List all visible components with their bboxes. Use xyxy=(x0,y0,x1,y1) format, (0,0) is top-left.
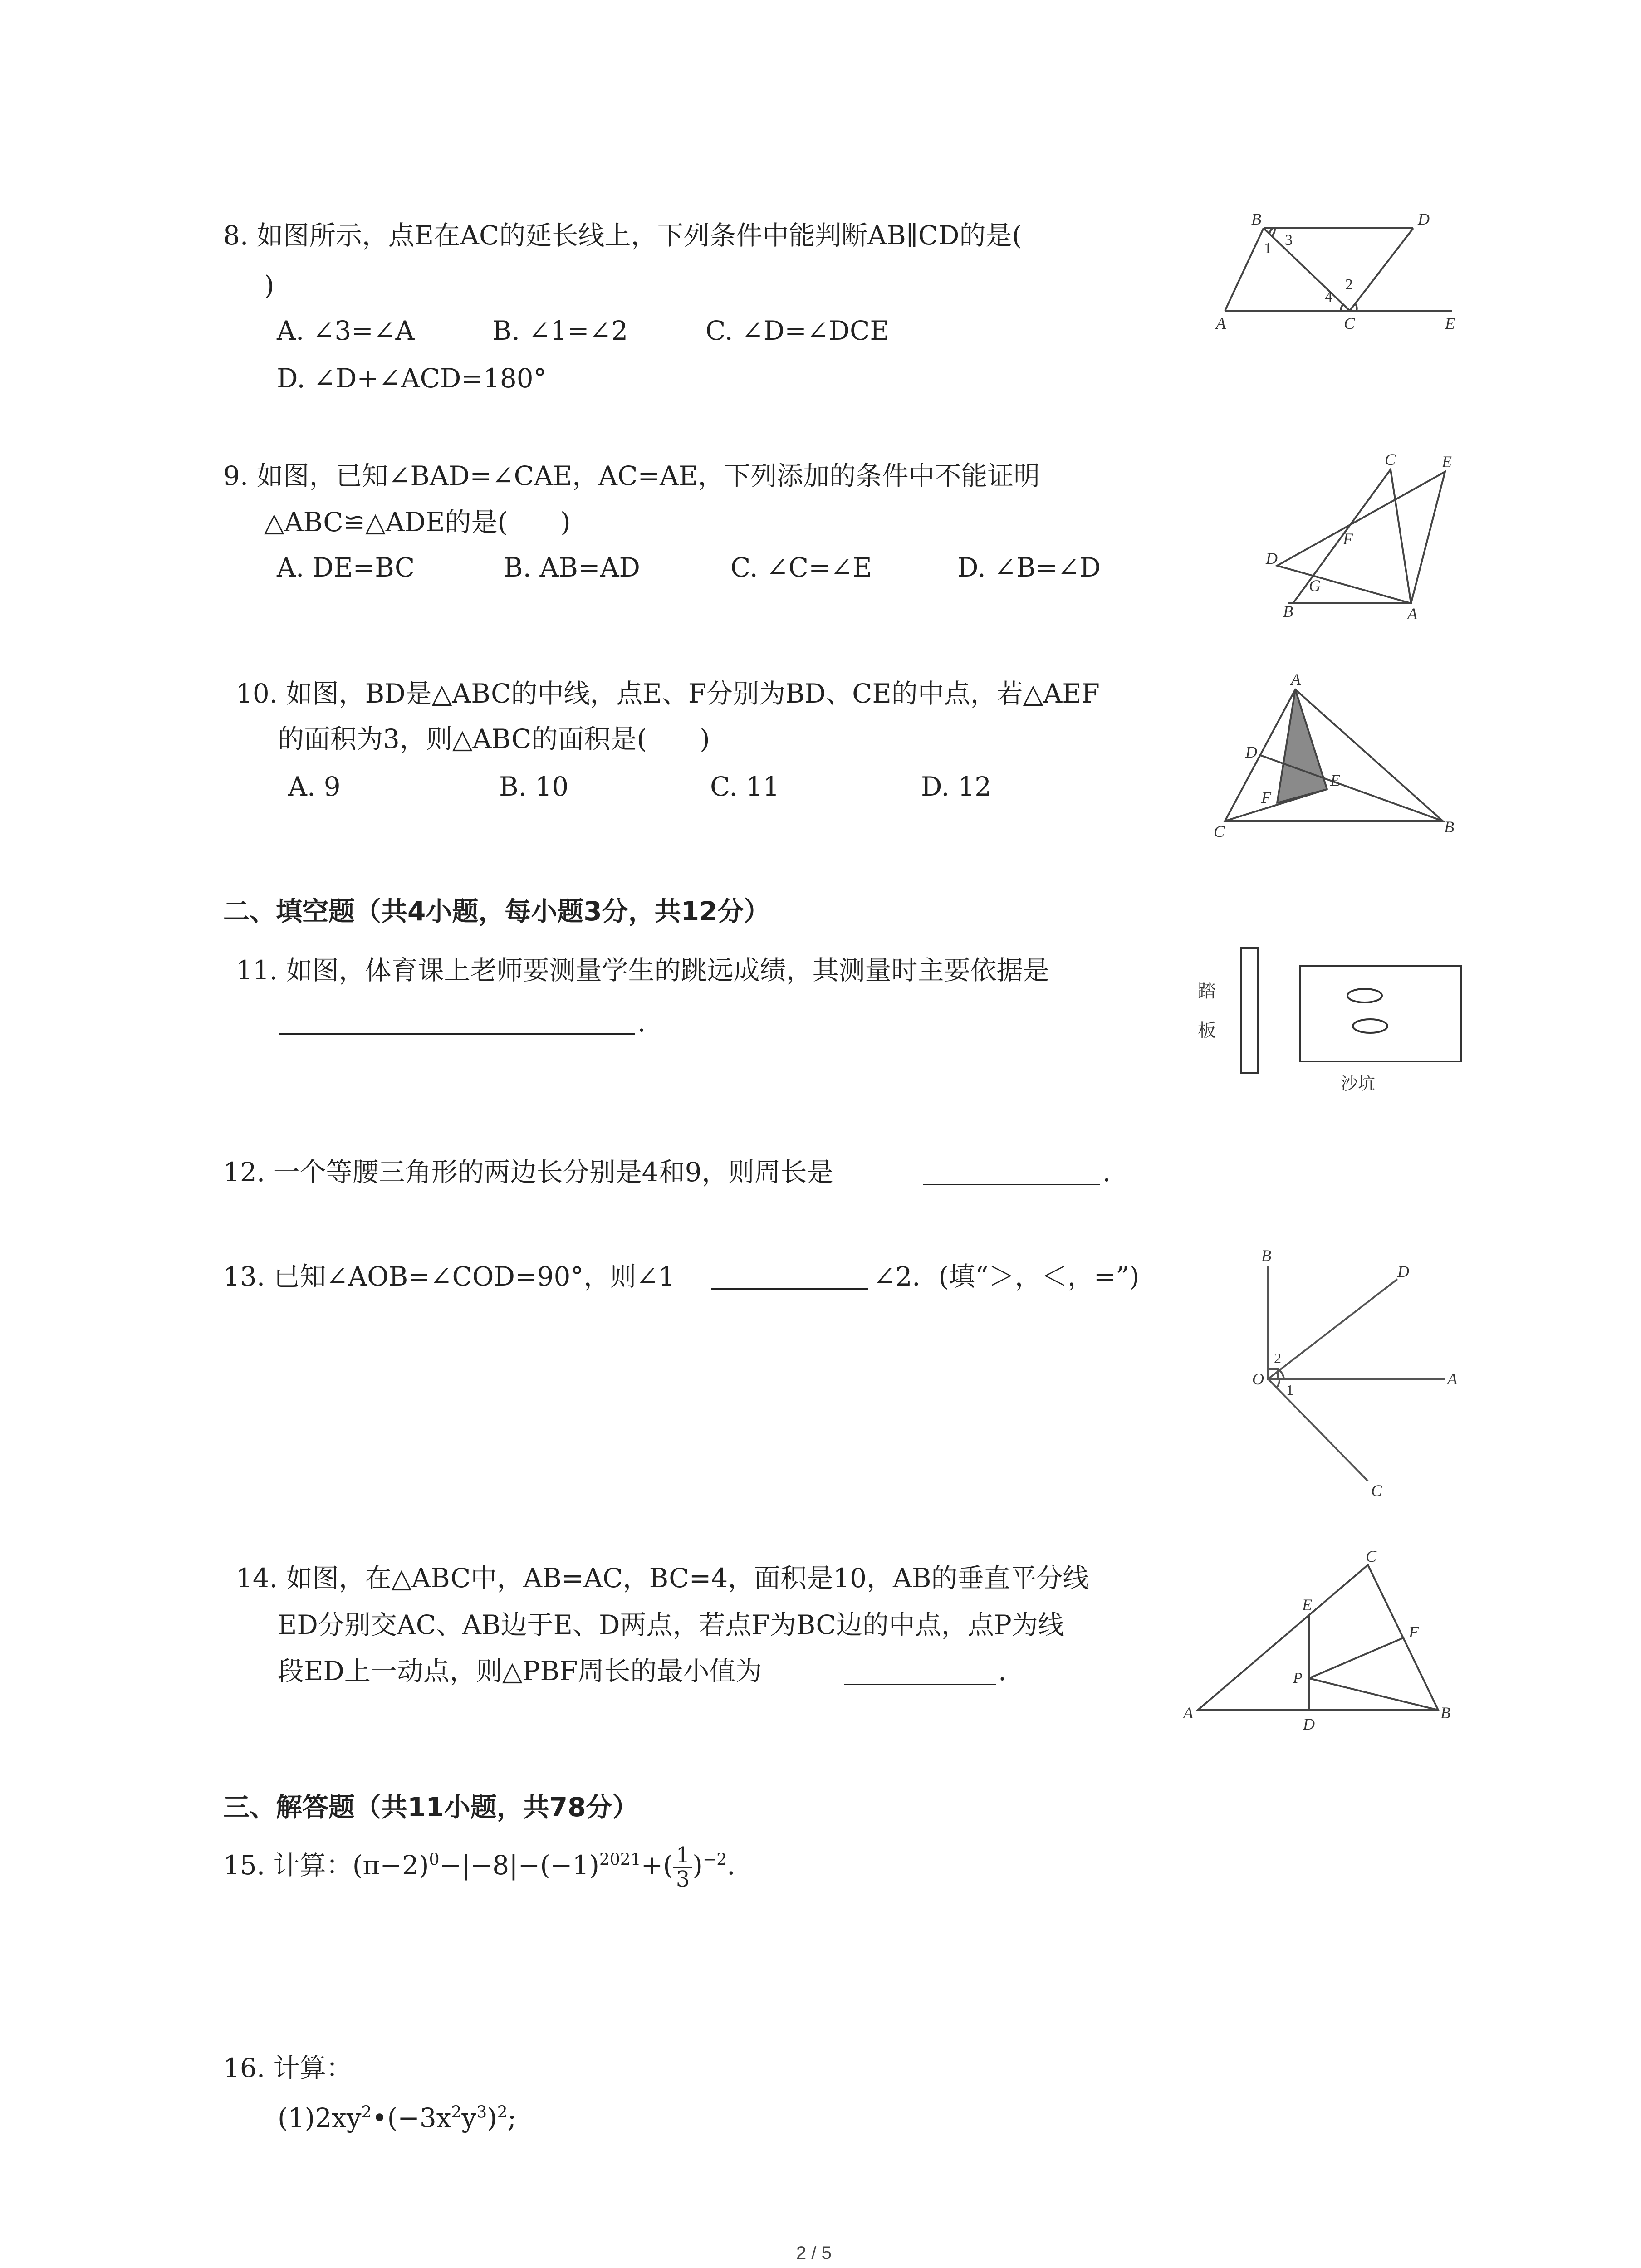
q9-fig-label-e: E xyxy=(1442,453,1452,471)
q16-title: 16. 计算： xyxy=(223,2053,353,2083)
q9-option-a: A. DE=BC xyxy=(277,552,415,583)
q15-frac-num: 1 xyxy=(673,1844,693,1868)
q16-p1-end: ; xyxy=(507,2102,517,2133)
q13-figure xyxy=(1243,1243,1461,1506)
q10-fig-label-a: A xyxy=(1291,670,1301,689)
q15-fraction xyxy=(673,1844,693,1891)
q8-stem-cont: ) xyxy=(264,270,274,301)
q15-expr-d: ) xyxy=(692,1849,703,1881)
q16-p1-d: ) xyxy=(487,2102,497,2133)
q12-text: 12. 一个等腰三角形的两边长分别是4和9，则周长是 xyxy=(223,1157,833,1188)
q15-prefix: 15. 计算： xyxy=(223,1849,353,1881)
q11-line1: 11. 如图，体育课上老师要测量学生的跳远成绩，其测量时主要依据是 xyxy=(236,955,1049,986)
q16-p1-exp3: 3 xyxy=(476,2103,487,2122)
q16-p1-exp1: 2 xyxy=(361,2103,372,2122)
q8-figure xyxy=(1198,200,1470,336)
q9-figure xyxy=(1266,447,1474,624)
q8-stem: 8. 如图所示，点E在AC的延长线上，下列条件中能判断AB∥CD的是( xyxy=(223,220,1023,251)
q9-line2: △ABC≌△ADE的是( ) xyxy=(264,507,571,538)
q13-fig-label-1: 1 xyxy=(1286,1382,1293,1398)
q9-option-c: C. ∠C=∠E xyxy=(730,552,872,583)
q10-option-c: C. 11 xyxy=(710,771,779,802)
page-number: 2 / 5 xyxy=(796,2243,832,2263)
q11-fig-label-pit: 沙坑 xyxy=(1341,1074,1376,1094)
q8-fig-label-a: A xyxy=(1216,314,1226,332)
q8-option-d: D. ∠D+∠ACD=180° xyxy=(277,363,547,394)
q16-p1-a: (1)2xy xyxy=(278,2102,362,2133)
q8-option-b: B. ∠1=∠2 xyxy=(492,315,628,346)
q11-fig-label-board-2: 板 xyxy=(1198,1020,1216,1041)
q12-end: . xyxy=(1102,1157,1111,1188)
q14-line1: 14. 如图，在△ABC中，AB=AC，BC=4，面积是10，AB的垂直平分线 xyxy=(236,1563,1089,1593)
q8-fig-label-2: 2 xyxy=(1345,276,1353,293)
q13-after: ∠2．(填“＞，＜，=”) xyxy=(873,1261,1140,1292)
q14-line2: ED分别交AC、AB边于E、D两点，若点F为BC边的中点，点P为线 xyxy=(278,1609,1064,1640)
q10-fig-label-e: E xyxy=(1330,771,1340,789)
q10-option-a: A. 9 xyxy=(288,771,341,802)
q14-fig-label-p: P xyxy=(1293,1670,1303,1686)
section-2-heading: 二、填空题（共4小题，每小题3分，共12分） xyxy=(223,896,770,927)
q10-option-d: D. 12 xyxy=(921,771,992,802)
q12-answer-blank[interactable] xyxy=(923,1184,1100,1185)
q15-exp-a: 0 xyxy=(429,1850,440,1869)
q11-figure xyxy=(1189,943,1470,1107)
q13-fig-label-d: D xyxy=(1397,1262,1409,1281)
q11-answer-blank[interactable] xyxy=(279,1033,635,1035)
q13-fig-label-b: B xyxy=(1261,1246,1271,1265)
q8-option-c: C. ∠D=∠DCE xyxy=(705,315,889,346)
q16-part1 xyxy=(278,2102,516,2134)
q14-line3: 段ED上一动点，则△PBF周长的最小值为 xyxy=(278,1656,762,1686)
q14-end: . xyxy=(998,1656,1007,1686)
q14-fig-label-b: B xyxy=(1440,1704,1450,1722)
q14-figure xyxy=(1180,1547,1461,1737)
q9-fig-label-a: A xyxy=(1407,605,1417,623)
section-3-heading: 三、解答题（共11小题，共78分） xyxy=(223,1792,639,1823)
q15-frac-den: 3 xyxy=(676,1867,690,1892)
q9-option-d: D. ∠B=∠D xyxy=(957,552,1101,583)
q15-exp-d: −2 xyxy=(703,1850,727,1869)
q9-fig-label-c: C xyxy=(1385,450,1396,469)
q8-option-a: A. ∠3=∠A xyxy=(277,315,415,346)
q15-expr-a: (π−2) xyxy=(352,1849,429,1881)
q15-exp-b: 2021 xyxy=(599,1850,641,1869)
q13-fig-label-o: O xyxy=(1252,1370,1264,1388)
q15-end: . xyxy=(727,1849,735,1881)
q13-fig-label-c: C xyxy=(1371,1481,1382,1500)
q15-expr-c: +( xyxy=(641,1849,673,1881)
q16-p1-exp2: 2 xyxy=(451,2103,462,2122)
q13-before: 13. 已知∠AOB=∠COD=90°，则∠1 xyxy=(223,1261,675,1292)
q13-fig-label-a: A xyxy=(1447,1370,1457,1388)
q8-fig-label-c: C xyxy=(1344,314,1355,332)
q8-fig-label-3: 3 xyxy=(1285,232,1293,249)
q14-fig-label-f: F xyxy=(1409,1623,1419,1641)
q10-fig-label-c: C xyxy=(1214,822,1225,841)
q10-line2: 的面积为3，则△ABC的面积是( ) xyxy=(278,723,710,754)
q16-p1-exp4: 2 xyxy=(497,2103,508,2122)
q15-expression xyxy=(223,1844,735,1891)
q8-fig-label-d: D xyxy=(1418,210,1430,228)
q8-fig-label-b: B xyxy=(1251,210,1261,228)
q10-option-b: B. 10 xyxy=(499,771,569,802)
q8-fig-label-1: 1 xyxy=(1264,240,1272,257)
q11-end: . xyxy=(637,1007,646,1038)
q10-line1: 10. 如图，BD是△ABC的中线，点E、F分别为BD、CE的中点，若△AEF xyxy=(236,678,1100,709)
q9-fig-label-f: F xyxy=(1343,530,1353,548)
q14-fig-label-a: A xyxy=(1183,1704,1193,1722)
q9-fig-label-b: B xyxy=(1283,602,1293,621)
q13-answer-blank[interactable] xyxy=(711,1288,868,1290)
q10-figure xyxy=(1202,667,1461,844)
q13-fig-label-2: 2 xyxy=(1274,1350,1281,1366)
q15-expr-b: −|−8|−(−1) xyxy=(439,1849,599,1881)
q14-fig-label-d: D xyxy=(1303,1715,1315,1733)
q16-p1-b: •(−3x xyxy=(372,2102,451,2133)
q9-fig-label-d: D xyxy=(1266,549,1278,567)
q9-option-b: B. AB=AD xyxy=(504,552,640,583)
q14-answer-blank[interactable] xyxy=(844,1684,996,1685)
q8-fig-label-4: 4 xyxy=(1325,288,1332,305)
q11-fig-label-board-1: 踏 xyxy=(1198,981,1216,1002)
q9-line1: 9. 如图，已知∠BAD=∠CAE，AC=AE，下列添加的条件中不能证明 xyxy=(223,460,1040,491)
q10-fig-label-f: F xyxy=(1261,788,1271,807)
q9-fig-label-g: G xyxy=(1309,577,1321,595)
q14-fig-label-c: C xyxy=(1366,1547,1377,1565)
q10-fig-label-d: D xyxy=(1245,743,1257,761)
q14-fig-label-e: E xyxy=(1302,1596,1312,1614)
q16-p1-c: y xyxy=(461,2102,477,2133)
q10-fig-label-b: B xyxy=(1444,818,1454,836)
q8-fig-label-e: E xyxy=(1445,314,1455,332)
